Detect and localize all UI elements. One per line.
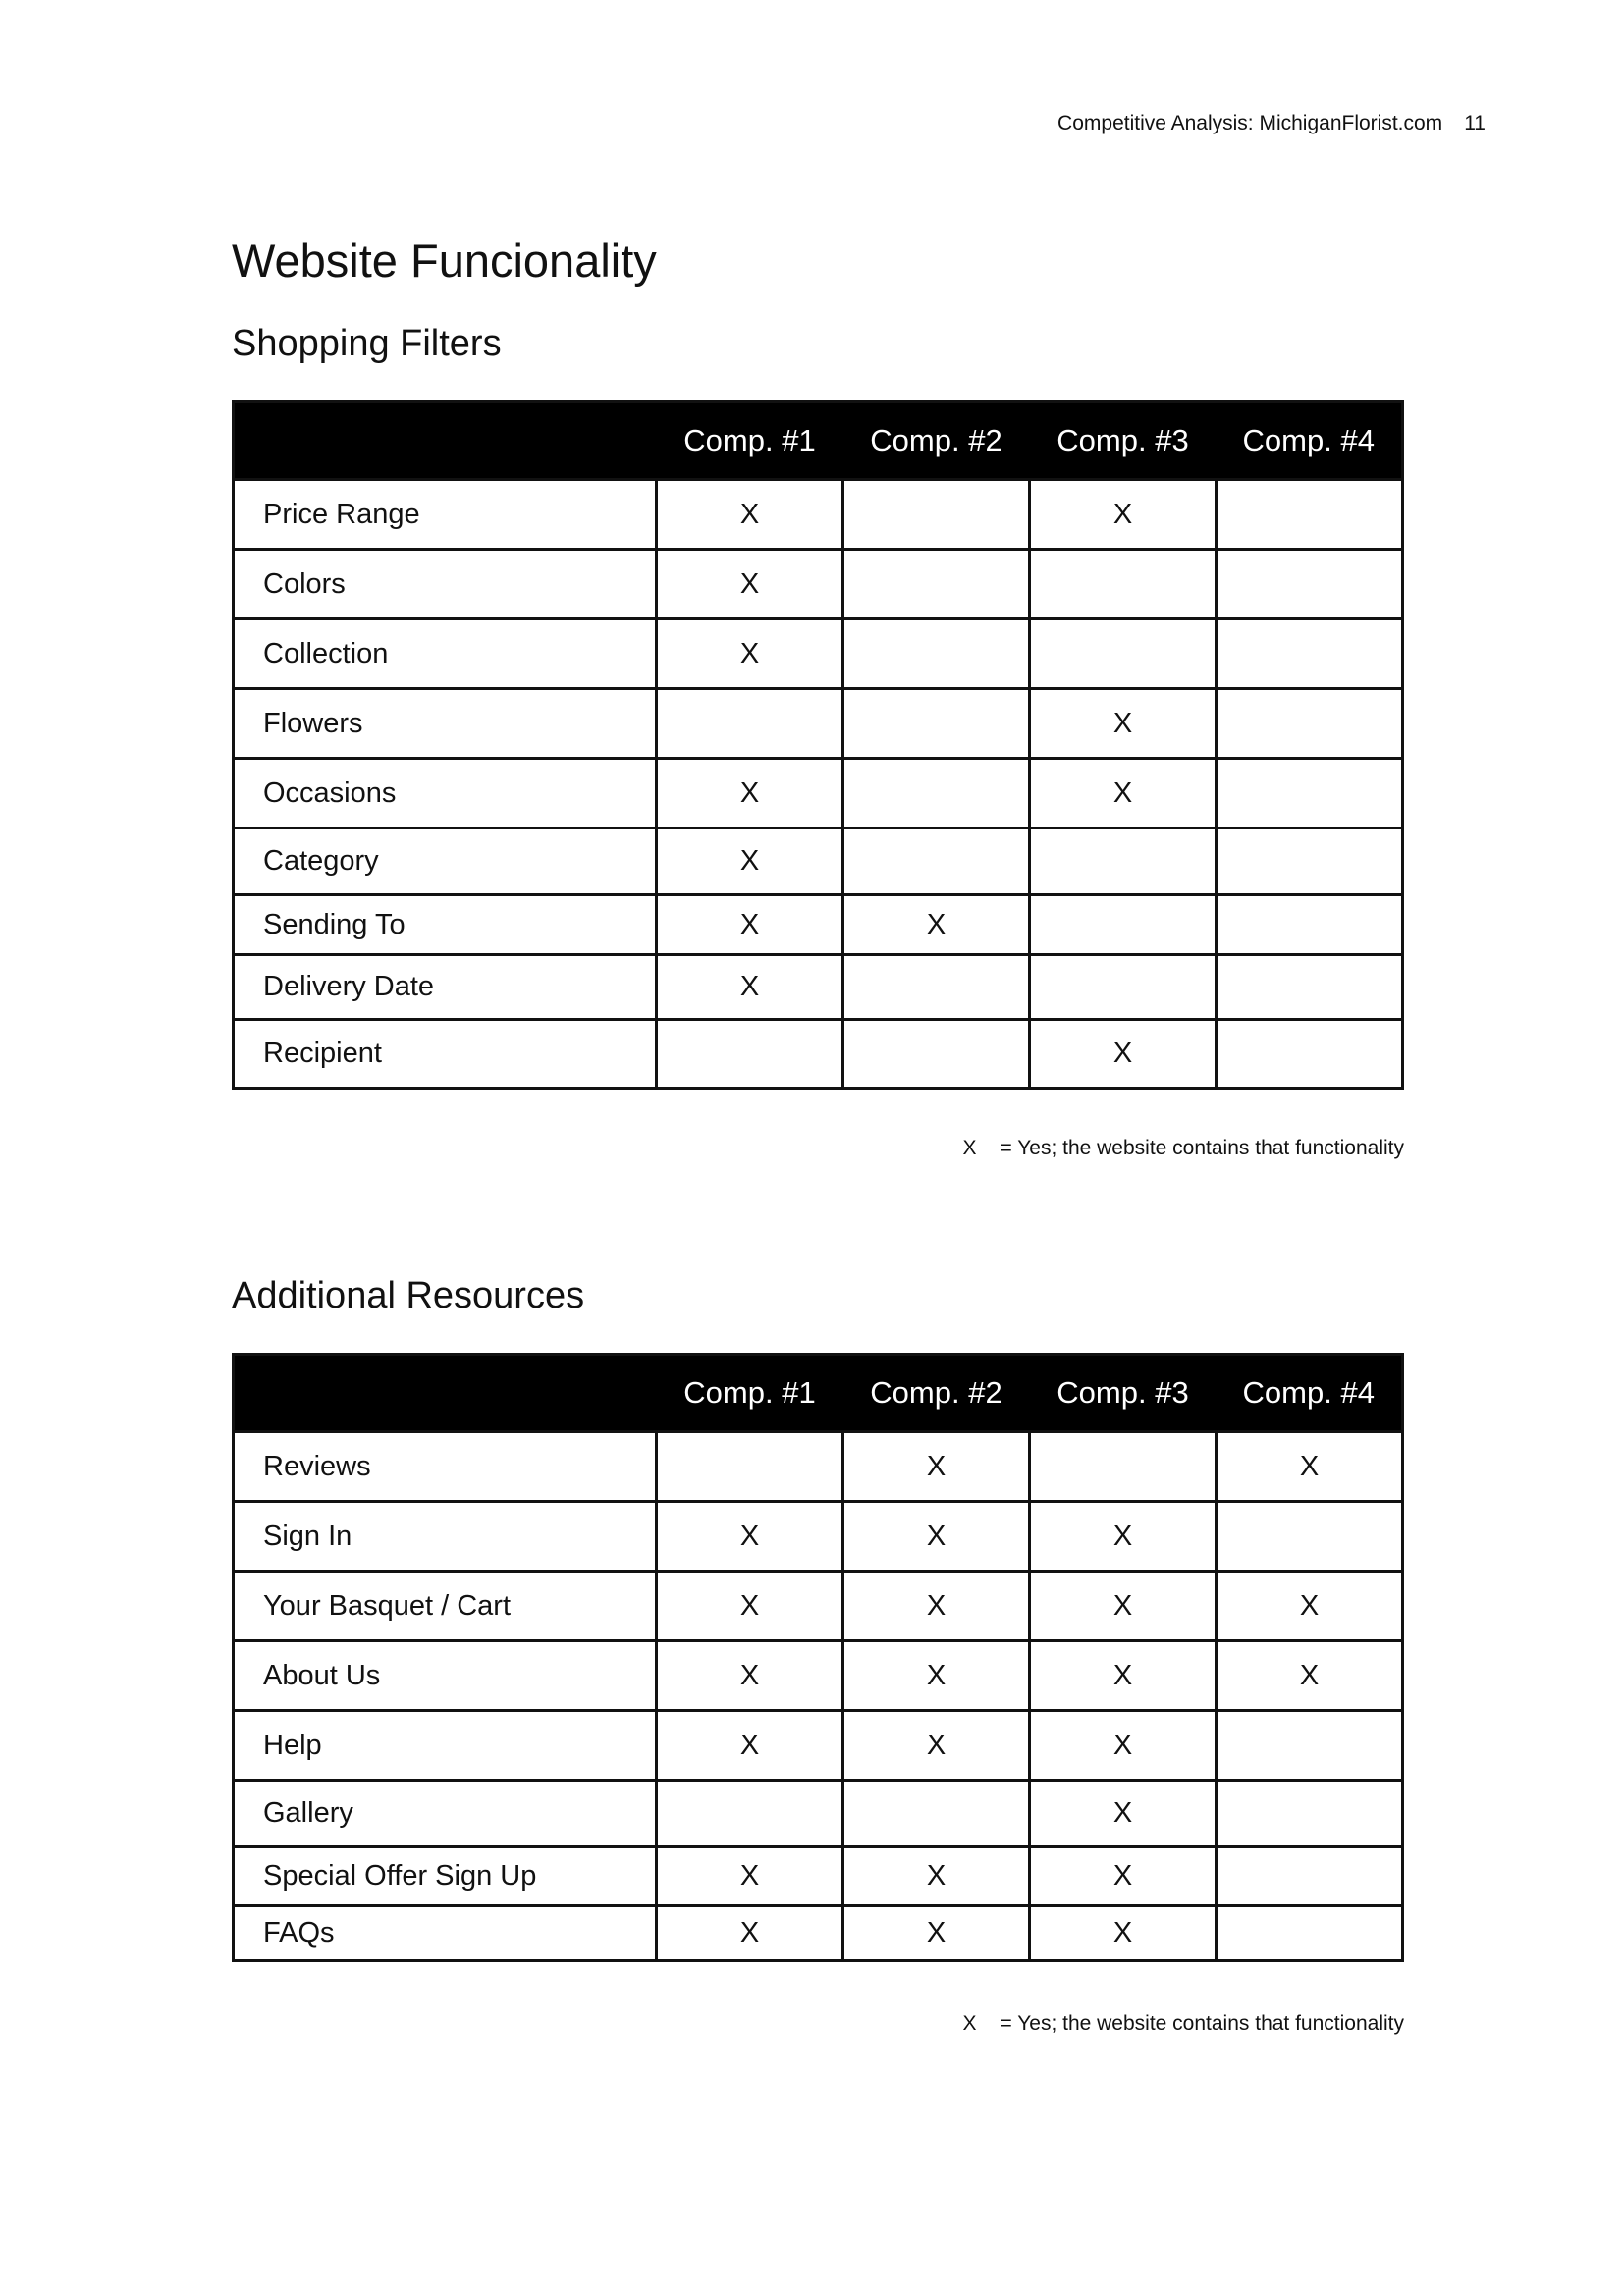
- column-header: Comp. #2: [843, 402, 1030, 480]
- table-row: [234, 1502, 1403, 1572]
- table-row: [234, 955, 1403, 1020]
- mark-cell: [843, 759, 1030, 828]
- column-header: Comp. #3: [1030, 402, 1217, 480]
- mark-cell: [657, 1781, 843, 1847]
- mark-cell: [1217, 1502, 1403, 1572]
- mark-cell: [843, 828, 1030, 895]
- row-label: Reviews: [234, 1432, 657, 1502]
- mark-cell: [1217, 1020, 1403, 1089]
- mark-cell: X: [657, 550, 843, 619]
- mark-cell: [657, 689, 843, 759]
- mark-cell: X: [843, 1502, 1030, 1572]
- legend-text: = Yes; the website contains that functionality: [1000, 1137, 1404, 1159]
- row-label: Special Offer Sign Up: [234, 1847, 657, 1906]
- table-row: [234, 619, 1403, 689]
- mark-cell: [1030, 828, 1217, 895]
- table-row: [234, 1847, 1403, 1906]
- table-header-row: [234, 1355, 1403, 1432]
- table-row: [234, 480, 1403, 550]
- running-header: [1057, 112, 1486, 135]
- mark-cell: X: [1030, 689, 1217, 759]
- mark-cell: X: [843, 1641, 1030, 1711]
- row-label: Recipient: [234, 1020, 657, 1089]
- mark-cell: X: [657, 759, 843, 828]
- legend-text: = Yes; the website contains that functionality: [1000, 2012, 1404, 2035]
- mark-cell: X: [657, 619, 843, 689]
- mark-cell: X: [843, 1847, 1030, 1906]
- table-row: [234, 1641, 1403, 1711]
- mark-cell: X: [1030, 1641, 1217, 1711]
- running-title: Competitive Analysis: MichiganFlorist.com: [1057, 112, 1443, 134]
- mark-cell: X: [1030, 1906, 1217, 1961]
- mark-cell: [1217, 828, 1403, 895]
- additional-resources-table: [232, 1353, 1404, 1962]
- mark-cell: [1217, 955, 1403, 1020]
- mark-cell: X: [1030, 1847, 1217, 1906]
- row-label: Sign In: [234, 1502, 657, 1572]
- table-row: [234, 828, 1403, 895]
- mark-cell: X: [657, 895, 843, 955]
- table-header-row: [234, 402, 1403, 480]
- mark-cell: X: [657, 1572, 843, 1641]
- column-header: Comp. #2: [843, 1355, 1030, 1432]
- row-label: Sending To: [234, 895, 657, 955]
- legend: [962, 2012, 1404, 2036]
- mark-cell: [843, 550, 1030, 619]
- table-row: [234, 759, 1403, 828]
- shopping-filters-table: [232, 400, 1404, 1090]
- table-row: [234, 1906, 1403, 1961]
- table-row: [234, 1572, 1403, 1641]
- table-row: [234, 895, 1403, 955]
- mark-cell: X: [843, 1572, 1030, 1641]
- row-label: Price Range: [234, 480, 657, 550]
- mark-cell: [843, 1020, 1030, 1089]
- mark-cell: [657, 1432, 843, 1502]
- mark-cell: X: [657, 1641, 843, 1711]
- mark-cell: [1217, 1906, 1403, 1961]
- section-title-shopping-filters: Shopping Filters: [232, 323, 502, 364]
- mark-cell: [1217, 759, 1403, 828]
- row-label: Your Basquet / Cart: [234, 1572, 657, 1641]
- column-header: Comp. #3: [1030, 1355, 1217, 1432]
- mark-cell: X: [1030, 1502, 1217, 1572]
- table-row: [234, 1711, 1403, 1781]
- mark-cell: X: [657, 1502, 843, 1572]
- mark-cell: X: [1030, 480, 1217, 550]
- mark-cell: X: [657, 955, 843, 1020]
- row-label: Help: [234, 1711, 657, 1781]
- legend-symbol: X: [962, 2012, 977, 2035]
- mark-cell: [1030, 955, 1217, 1020]
- row-label: Delivery Date: [234, 955, 657, 1020]
- mark-cell: [1030, 550, 1217, 619]
- mark-cell: X: [657, 480, 843, 550]
- column-header: Comp. #1: [657, 402, 843, 480]
- mark-cell: [843, 955, 1030, 1020]
- row-label: Colors: [234, 550, 657, 619]
- mark-cell: [843, 1781, 1030, 1847]
- row-label: Occasions: [234, 759, 657, 828]
- legend: [962, 1137, 1404, 1160]
- mark-cell: [1217, 689, 1403, 759]
- mark-cell: [843, 480, 1030, 550]
- mark-cell: X: [1217, 1432, 1403, 1502]
- mark-cell: [1030, 1432, 1217, 1502]
- mark-cell: [1217, 619, 1403, 689]
- mark-cell: [1217, 1847, 1403, 1906]
- mark-cell: [1217, 1711, 1403, 1781]
- mark-cell: X: [843, 1711, 1030, 1781]
- mark-cell: [1217, 1781, 1403, 1847]
- row-label: Category: [234, 828, 657, 895]
- column-header: [234, 1355, 657, 1432]
- mark-cell: X: [1030, 759, 1217, 828]
- mark-cell: [1030, 619, 1217, 689]
- column-header: Comp. #4: [1217, 402, 1403, 480]
- mark-cell: [1217, 550, 1403, 619]
- mark-cell: X: [843, 1906, 1030, 1961]
- mark-cell: X: [657, 1906, 843, 1961]
- mark-cell: [657, 1020, 843, 1089]
- mark-cell: X: [1030, 1781, 1217, 1847]
- table-row: [234, 550, 1403, 619]
- column-header: Comp. #4: [1217, 1355, 1403, 1432]
- table-row: [234, 1020, 1403, 1089]
- mark-cell: [1217, 480, 1403, 550]
- row-label: Gallery: [234, 1781, 657, 1847]
- mark-cell: X: [843, 895, 1030, 955]
- row-label: About Us: [234, 1641, 657, 1711]
- legend-symbol: X: [962, 1137, 977, 1159]
- mark-cell: X: [1030, 1572, 1217, 1641]
- mark-cell: [843, 689, 1030, 759]
- page-number: 11: [1464, 112, 1486, 134]
- mark-cell: X: [657, 1847, 843, 1906]
- row-label: FAQs: [234, 1906, 657, 1961]
- mark-cell: X: [1217, 1641, 1403, 1711]
- column-header: [234, 402, 657, 480]
- mark-cell: X: [843, 1432, 1030, 1502]
- mark-cell: X: [657, 828, 843, 895]
- table-row: [234, 689, 1403, 759]
- mark-cell: X: [1030, 1711, 1217, 1781]
- mark-cell: [1217, 895, 1403, 955]
- row-label: Flowers: [234, 689, 657, 759]
- table-row: [234, 1781, 1403, 1847]
- row-label: Collection: [234, 619, 657, 689]
- column-header: Comp. #1: [657, 1355, 843, 1432]
- mark-cell: X: [1030, 1020, 1217, 1089]
- table-row: [234, 1432, 1403, 1502]
- mark-cell: [843, 619, 1030, 689]
- section-title-additional-resources: Additional Resources: [232, 1275, 585, 1316]
- mark-cell: X: [1217, 1572, 1403, 1641]
- mark-cell: X: [657, 1711, 843, 1781]
- page-title: Website Funcionality: [232, 235, 657, 287]
- mark-cell: [1030, 895, 1217, 955]
